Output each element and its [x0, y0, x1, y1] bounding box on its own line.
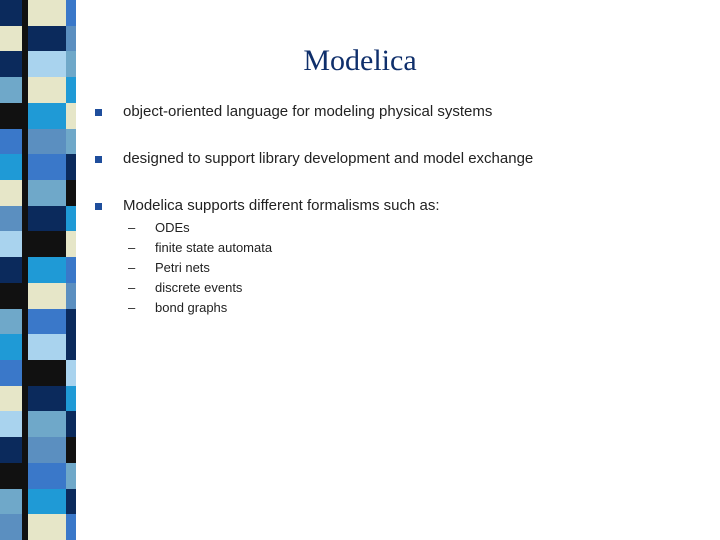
stripe-block	[0, 0, 22, 27]
sub-bullet-item	[128, 300, 272, 320]
stripe-block	[66, 26, 76, 53]
sub-bullet-text: Petri nets	[155, 260, 210, 275]
stripe-block	[28, 360, 66, 387]
sub-bullet-text: discrete events	[155, 280, 243, 295]
bullet-item	[95, 103, 695, 127]
sub-bullet-item	[128, 280, 272, 300]
stripe-block	[66, 206, 76, 233]
stripe-block	[28, 437, 66, 464]
stripe-block	[66, 360, 76, 387]
stripe-block	[0, 437, 22, 464]
sub-bullet-text: finite state automata	[155, 240, 273, 255]
stripe-block	[66, 103, 76, 130]
stripe-block	[28, 489, 66, 516]
stripe-block	[66, 437, 76, 464]
dash-marker: –	[128, 300, 136, 315]
stripe-block	[66, 514, 76, 540]
sub-bullet-text: bond graphs	[155, 300, 228, 315]
stripe-block	[66, 180, 76, 207]
stripe-block	[66, 334, 76, 361]
stripe-block	[28, 180, 66, 207]
stripe-block	[66, 0, 76, 27]
stripe-block	[0, 334, 22, 361]
stripe-block	[28, 77, 66, 104]
stripe-block	[0, 489, 22, 516]
sub-bullet-item	[128, 260, 272, 280]
stripe-block	[0, 514, 22, 540]
stripe-block	[28, 0, 66, 27]
stripe-block	[0, 103, 22, 130]
stripe-block	[0, 154, 22, 181]
stripe-block	[66, 231, 76, 258]
stripe-block	[0, 180, 22, 207]
stripe-block	[28, 26, 66, 53]
sub-bullet-item	[128, 240, 272, 260]
stripe-block	[28, 206, 66, 233]
square-bullet-icon	[95, 203, 102, 210]
stripe-block	[66, 386, 76, 413]
bullet-text: Modelica supports different formalisms such as:	[123, 197, 440, 214]
stripe-block	[28, 463, 66, 490]
stripe-block	[28, 411, 66, 438]
sub-bullet-text: ODEs	[155, 220, 190, 235]
sub-bullet-list	[128, 220, 272, 320]
stripe-block	[28, 514, 66, 540]
stripe-block	[66, 129, 76, 156]
dash-marker: –	[128, 240, 136, 255]
stripe-block	[0, 283, 22, 310]
stripe-block	[0, 51, 22, 78]
bullet-text: designed to support library development and model exchange	[123, 150, 534, 167]
stripe-block	[66, 309, 76, 336]
stripe-block	[28, 309, 66, 336]
stripe-block	[66, 411, 76, 438]
stripe-block	[0, 231, 22, 258]
dash-marker: –	[128, 260, 136, 275]
stripe-block	[0, 257, 22, 284]
stripe-block	[0, 206, 22, 233]
dash-marker: –	[128, 220, 136, 235]
bullet-item	[95, 197, 695, 221]
stripe-block	[28, 51, 66, 78]
stripe-block	[28, 154, 66, 181]
slide-title: Modelica	[303, 44, 417, 77]
stripe-block	[0, 360, 22, 387]
bullet-text: object-oriented language for modeling physical systems	[123, 103, 493, 120]
stripe-block	[66, 463, 76, 490]
stripe-block	[28, 231, 66, 258]
dash-marker: –	[128, 280, 136, 295]
stripe-block	[28, 257, 66, 284]
square-bullet-icon	[95, 109, 102, 116]
stripe-block	[0, 386, 22, 413]
sub-bullet-item	[128, 220, 272, 240]
stripe-block	[66, 51, 76, 78]
square-bullet-icon	[95, 156, 102, 163]
stripe-block	[66, 154, 76, 181]
stripe-block	[0, 26, 22, 53]
stripe-block	[66, 489, 76, 516]
decorative-stripe	[0, 0, 80, 540]
stripe-block	[28, 386, 66, 413]
stripe-block	[0, 463, 22, 490]
stripe-block	[28, 103, 66, 130]
stripe-block	[0, 309, 22, 336]
stripe-block	[28, 129, 66, 156]
stripe-block	[66, 257, 76, 284]
stripe-block	[66, 77, 76, 104]
stripe-block	[0, 77, 22, 104]
stripe-block	[28, 283, 66, 310]
stripe-block	[0, 129, 22, 156]
stripe-block	[28, 334, 66, 361]
stripe-block	[0, 411, 22, 438]
bullet-item	[95, 150, 695, 174]
stripe-block	[66, 283, 76, 310]
